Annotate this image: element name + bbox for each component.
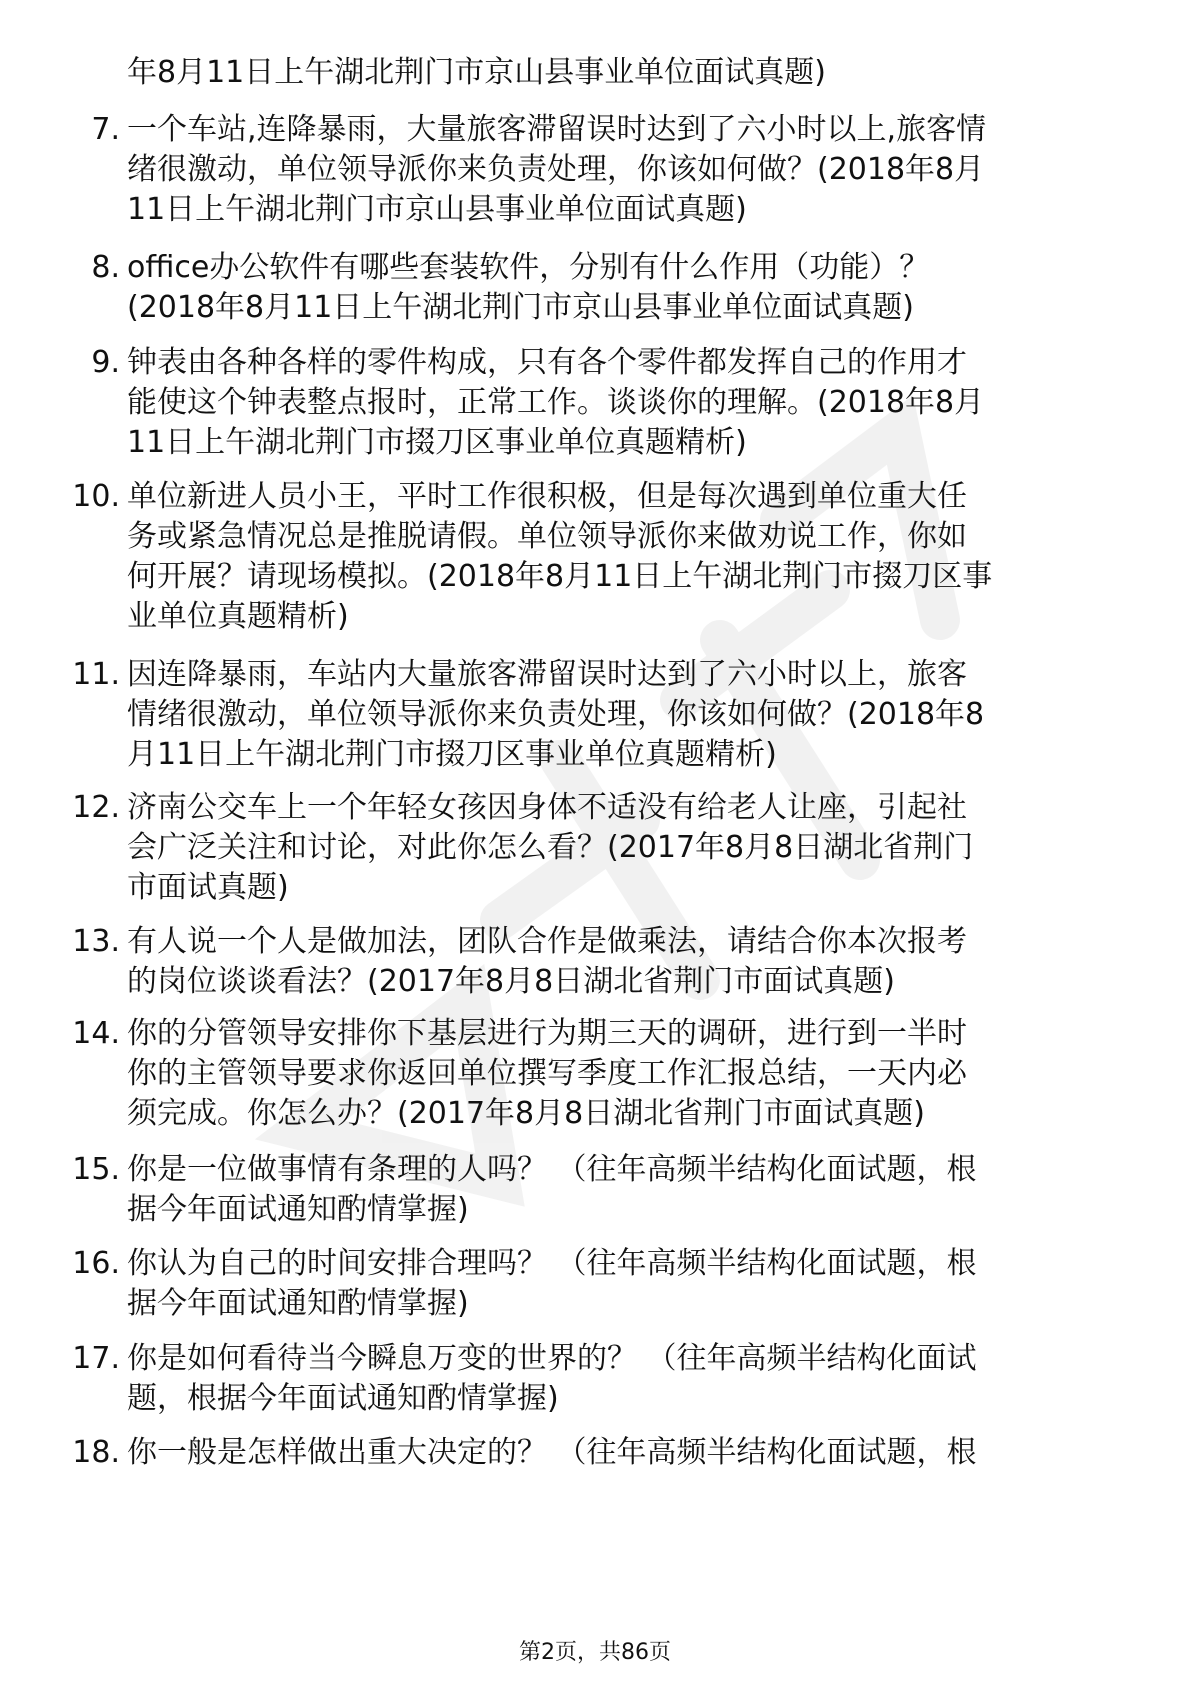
item-text: 济南公交车上一个年轻女孩因身体不适没有给老人让座，引起社 会广泛关注和讨论，对此你怎么看？(2017年8月8日湖北省荆门 市面试真题) — [127, 790, 974, 905]
item-number: 17. — [72, 1341, 120, 1376]
list-item — [60, 1339, 1120, 1419]
list-item — [60, 1150, 1120, 1230]
item-number: 16. — [72, 1246, 120, 1281]
item-text: 一个车站,连降暴雨，大量旅客滞留误时达到了六小时以上,旅客情 绪很激动，单位领导派你来负责处理，你该如何做？(2018年8月 11日上午湖北荆门市京山县事业单位面试真题) — [127, 112, 987, 227]
list-item — [60, 1014, 1120, 1134]
item-number: 8. — [91, 250, 120, 285]
item-number: 10. — [72, 479, 120, 514]
item-text: office办公软件有哪些套装软件，分别有什么作用（功能）？ (2018年8月11日上午湖北荆门市京山县事业单位面试真题) — [127, 250, 930, 325]
item-text: 钟表由各种各样的零件构成，只有各个零件都发挥自己的作用才 能使这个钟表整点报时，正常工作。谈谈你的理解。(2018年8月 11日上午湖北荆门市掇刀区事业单位真题精析) — [127, 345, 985, 460]
item-number: 15. — [72, 1152, 120, 1187]
item-text: 你的分管领导安排你下基层进行为期三天的调研，进行到一半时 你的主管领导要求你返回单位撰写季度工作汇报总结，一天内必 须完成。你怎么办？(2017年8月8日湖北省荆门市面试真题) — [127, 1016, 967, 1131]
item-number: 12. — [72, 790, 120, 825]
item-number: 9. — [91, 345, 120, 380]
list-item — [60, 655, 1120, 775]
item-number: 14. — [72, 1016, 120, 1051]
item-text: 单位新进人员小王，平时工作很积极，但是每次遇到单位重大任 务或紧急情况总是推脱请假。单位领导派你来做劝说工作，你如 何开展？请现场模拟。(2018年8月11日上午湖北荆门市掇刀区事 业单位真题精析) — [127, 479, 993, 634]
item-number: 13. — [72, 924, 120, 959]
list-item — [60, 343, 1120, 463]
continuation-line: 年8月11日上午湖北荆门市京山县事业单位面试真题) — [127, 55, 826, 90]
item-text: 你是如何看待当今瞬息万变的世界的？ （往年高频半结构化面试 题，根据今年面试通知酌情掌握) — [127, 1341, 977, 1416]
page-footer: 第2页，共86页 — [519, 1640, 671, 1665]
list-item — [60, 1433, 1120, 1473]
item-number: 7. — [91, 112, 120, 147]
item-text: 你是一位做事情有条理的人吗？ （往年高频半结构化面试题，根 据今年面试通知酌情掌握) — [127, 1152, 977, 1227]
list-item — [60, 788, 1120, 908]
item-number: 18. — [72, 1435, 120, 1470]
list-item — [60, 110, 1120, 230]
list-item — [60, 1244, 1120, 1324]
list-item — [60, 477, 1120, 637]
item-text: 有人说一个人是做加法，团队合作是做乘法，请结合你本次报考 的岗位谈谈看法？(2017年8月8日湖北省荆门市面试真题) — [127, 924, 967, 999]
item-text: 因连降暴雨，车站内大量旅客滞留误时达到了六小时以上，旅客 情绪很激动，单位领导派你来负责处理，你该如何做？(2018年8 月11日上午湖北荆门市掇刀区事业单位真题精析) — [127, 657, 985, 772]
item-text: 你认为自己的时间安排合理吗？ （往年高频半结构化面试题，根 据今年面试通知酌情掌握) — [127, 1246, 977, 1321]
list-item — [60, 248, 1120, 328]
item-number: 11. — [72, 657, 120, 692]
item-text: 你一般是怎样做出重大决定的？ （往年高频半结构化面试题，根 — [127, 1435, 977, 1470]
list-item — [60, 922, 1120, 1002]
